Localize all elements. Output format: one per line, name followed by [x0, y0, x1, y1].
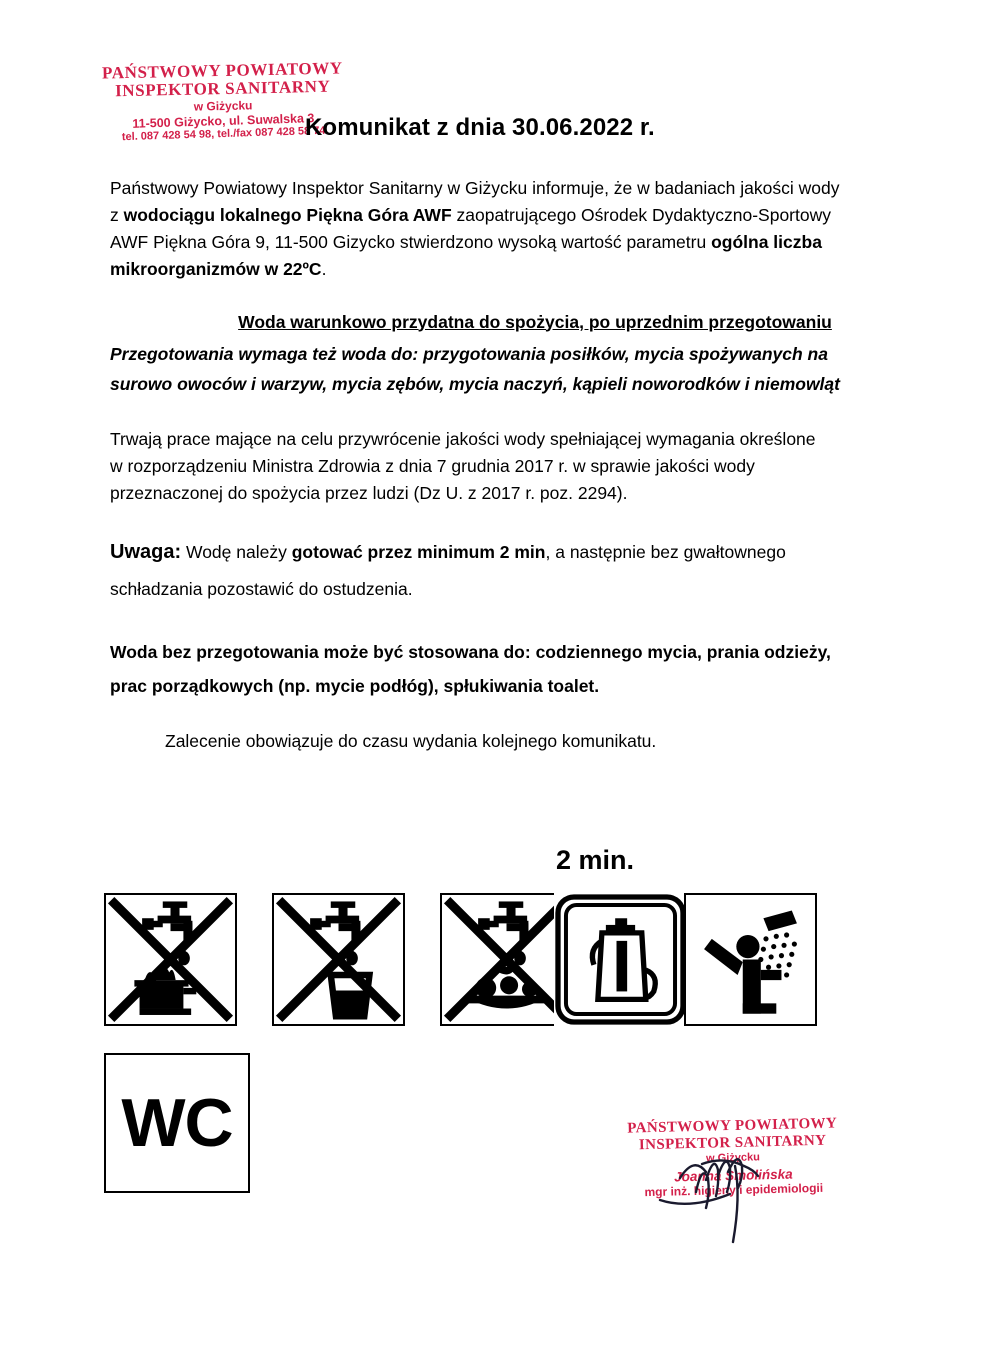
header-stamp-line-3: w Giżycku [193, 98, 253, 114]
intro-period: . [321, 259, 327, 280]
header-stamp-phone: tel. 087 428 54 98, tel./fax 087 428 58 74 [121, 124, 326, 144]
parameter-name-part1: ogólna liczba [711, 232, 822, 253]
signature-stamp-line-1: PAŃSTWOWY POWIATOWY [627, 1115, 838, 1137]
signature-stamp-line-2: INSPEKTOR SANITARNY [638, 1132, 827, 1154]
notice-label: Uwaga: [110, 541, 182, 564]
parameter-name-part2: mikroorganizmów w 22ºC [110, 259, 322, 280]
boiling-requirement-paragraph [110, 339, 930, 400]
header-stamp-address: 11-500 Giżycko, ul. Suwalska 3 [132, 110, 315, 131]
no-drinking-tap-icon [272, 893, 405, 1026]
allowed-uses-line-1: Woda bez przegotowania może być stosowana do: codziennego mycia, prania odzieży, [110, 642, 831, 663]
boil-kettle-icon [554, 893, 687, 1026]
boiling-line-1: Przegotowania wymaga też woda do: przygotowania posiłków, mycia spożywanych na [110, 343, 828, 364]
signature-office-stamp [607, 1115, 859, 1201]
signature-stamp-name: Joanna Smolińska [673, 1166, 793, 1185]
notice-line-2: schładzania pozostawić do ostudzenia. [110, 579, 413, 600]
notice-text-2: , a następnie bez gwałtownego [545, 542, 786, 563]
conditional-use-heading: Woda warunkowo przydatna do spożycia, po uprzednim przegotowaniu [238, 311, 832, 332]
wc-allowed-icon [104, 1053, 250, 1193]
intro-paragraph [110, 175, 930, 284]
signature-stamp-title: mgr inż. higieny i epidemiologii [644, 1180, 824, 1200]
intro-line-2-suffix: zaopatrującego Ośrodek Dydaktyczno-Sportowy [451, 205, 831, 226]
works-line-1: Trwają prace mające na celu przywrócenie jakości wody spełniającej wymagania określone [110, 428, 816, 449]
page-title: Komunikat z dnia 30.06.2022 r. [305, 114, 655, 141]
document-body [110, 175, 930, 752]
closing-statement: Zalecenie obowiązuje do czasu wydania kolejnego komunikatu. [165, 730, 657, 751]
intro-line-3-prefix: AWF Piękna Góra 9, 11-500 Gizycko stwierdzono wysoką wartość parametru [110, 232, 712, 253]
two-minutes-label: 2 min. [556, 845, 635, 875]
pictogram-row [104, 893, 914, 1033]
works-line-3: przeznaczonej do spożycia przez ludzi (Dz U. z 2017 r. poz. 2294). [110, 483, 628, 503]
boiling-line-2: surowo owoców i warzyw, mycia zębów, mycia naczyń, kąpieli noworodków i niemowląt [110, 374, 840, 395]
notice-text-1: Wodę należy [181, 542, 292, 563]
allowed-uses-line-2: prac porządkowych (np. mycie podłóg), spłukiwania toalet. [110, 675, 600, 696]
signature-stamp-line-3: w Giżycku [705, 1150, 761, 1165]
notice-paragraph [110, 533, 930, 606]
allowed-uses-paragraph [110, 636, 930, 703]
shower-allowed-icon [684, 893, 817, 1026]
header-stamp-line-2: INSPEKTOR SANITARNY [114, 77, 331, 101]
waterworks-name: wodociągu lokalnego Piękna Góra AWF [123, 205, 452, 226]
notice-bold-instruction: gotować przez minimum 2 min [291, 542, 546, 563]
no-cooking-tap-icon [104, 893, 237, 1026]
intro-line-1: Państwowy Powiatowy Inspektor Sanitarny w Giżycku informuje, że w badaniach jakości wody [110, 178, 840, 198]
header-stamp-line-1: PAŃSTWOWY POWIATOWY [101, 58, 343, 83]
works-line-2: w rozporządzeniu Ministra Zdrowia z dnia 7 grudnia 2017 r. w sprawie jakości wody [110, 455, 755, 476]
works-in-progress-paragraph [110, 426, 930, 507]
wc-label: WC [121, 1085, 233, 1161]
intro-line-2-prefix: z [110, 205, 124, 226]
